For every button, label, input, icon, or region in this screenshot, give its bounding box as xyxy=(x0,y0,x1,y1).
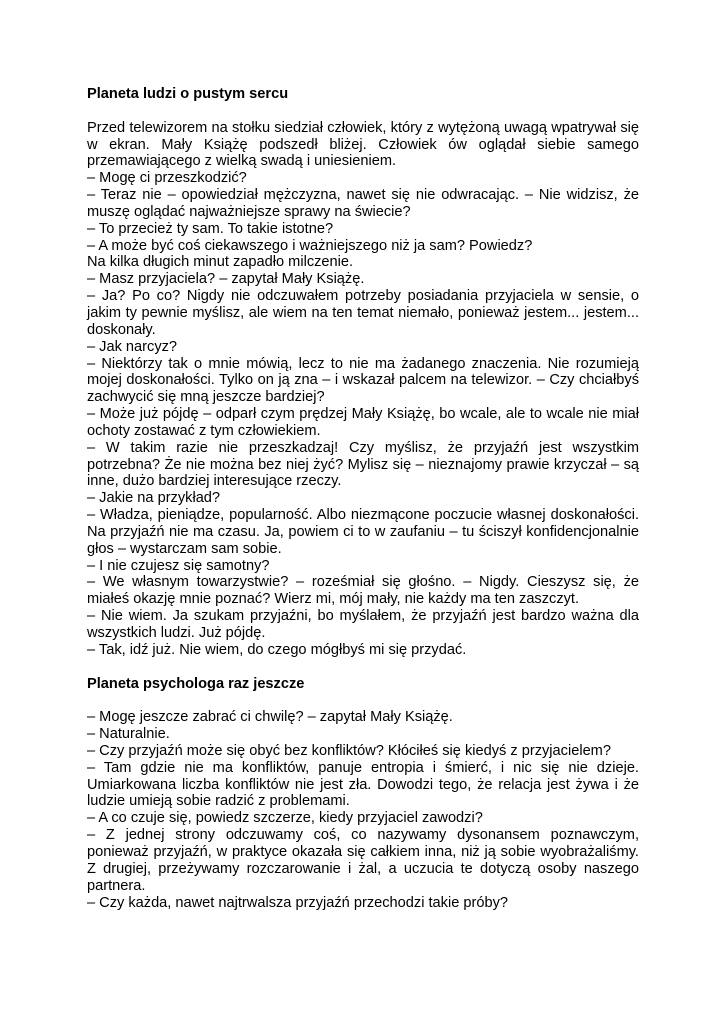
paragraph: – Z jednej strony odczuwamy coś, co nazywamy dysonansem poznawczym, ponieważ przyjaźń, w praktyce okazała się całkiem inna, niż ją sobie wyobrażaliśmy. Z drugiej, przeżywamy rozczarowanie i żal, a uczucia te dotyczą osoby naszego partnera. xyxy=(87,827,639,894)
paragraph: – Jak narcyz? xyxy=(87,338,178,355)
paragraph: – Naturalnie. xyxy=(87,726,170,743)
paragraph: – A co czuje się, powiedz szczerze, kiedy przyjaciel zawodzi? xyxy=(87,810,483,827)
paragraph: – To przecież ty sam. To takie istotne? xyxy=(87,220,334,237)
paragraph: – Masz przyjaciela? – zapytał Mały Książę. xyxy=(87,271,365,288)
paragraph: – A może być coś ciekawszego i ważniejszego niż ja sam? Powiedz? xyxy=(87,237,533,254)
paragraph: – Mogę jeszcze zabrać ci chwilę? – zapytał Mały Książę. xyxy=(87,709,453,726)
paragraph: – Tam gdzie nie ma konfliktów, panuje entropia i śmierć, i nic się nie dzieje. Umiarkowana liczba konfliktów nie jest zła. Dowodzi tego, że relacja jest żywa i że ludzie umieją sobie radzić z problemami. xyxy=(87,759,639,810)
paragraph: – Władza, pieniądze, popularność. Albo niezmącone poczucie własnej doskonałości. Na przyjaźń nie ma czasu. Ja, powiem ci to w zaufaniu – tu ściszył konfidencjonalnie głos – wystarczam sam sobie. xyxy=(87,507,639,557)
paragraph: – W takim razie nie przeszkadzaj! Czy myślisz, że przyjaźń jest wszystkim potrzebna? Że nie można bez niej żyć? Mylisz się – nieznajomy prawie krzyczał – są inne, dużo bardziej interesujące rzeczy. xyxy=(87,439,639,490)
section-body xyxy=(87,709,639,911)
paragraph: – Ja? Po co? Nigdy nie odczuwałem potrzeby posiadania przyjaciela w sensie, o jakim ty pewnie myślisz, ale wiem na ten temat niemało, ponieważ jestem... jestem... doskonały. xyxy=(87,288,639,338)
paragraph: – Mogę ci przeszkodzić? xyxy=(87,170,247,187)
section-title: Planeta psychologa raz jeszcze xyxy=(87,675,305,692)
paragraph: – We własnym towarzystwie? – roześmiał się głośno. – Nigdy. Cieszysz się, że miałeś okazję mnie poznać? Wierz mi, mój mały, nie każdy ma ten zaszczyt. xyxy=(87,574,639,608)
paragraph: – Jakie na przykład? xyxy=(87,490,221,507)
section-title: Planeta ludzi o pustym sercu xyxy=(87,86,289,102)
paragraph: – Niektórzy tak o mnie mówią, lecz to nie ma żadanego znaczenia. Nie rozumieją mojej doskonałości. Tylko on ją zna – i wskazał palcem na telewizor. – Czy chciałbyś zachwycić się mną jeszcze bardziej? xyxy=(87,355,639,406)
section-body xyxy=(87,120,639,659)
paragraph: – Czy przyjaźń może się obyć bez konfliktów? Kłóciłeś się kiedyś z przyjacielem? xyxy=(87,742,611,759)
paragraph: – Tak, idź już. Nie wiem, do czego mógłbyś mi się przydać. xyxy=(87,641,467,658)
paragraph: – Nie wiem. Ja szukam przyjaźni, bo myślałem, że przyjaźń jest bardzo ważna dla wszystkich ludzi. Już pójdę. xyxy=(87,608,639,641)
paragraph: – I nie czujesz się samotny? xyxy=(87,557,270,574)
document-page xyxy=(87,86,639,911)
paragraph: Na kilka długich minut zapadło milczenie. xyxy=(87,254,354,271)
paragraph: – Może już pójdę – odparł czym prędzej Mały Książę, bo wcale, ale to wcale nie miał ochoty zostawać z tym człowiekiem. xyxy=(87,406,639,439)
paragraph: – Teraz nie – opowiedział mężczyzna, nawet się nie odwracając. – Nie widzisz, że muszę oglądać najważniejsze sprawy na świecie? xyxy=(87,187,639,220)
paragraph: Przed telewizorem na stołku siedział człowiek, który z wytężoną uwagą wpatrywał się w ekran. Mały Książę podszedł bliżej. Człowiek ów oglądał siebie samego przemawiającego z wielką swadą i uniesieniem. xyxy=(87,119,639,170)
paragraph: – Czy każda, nawet najtrwalsza przyjaźń przechodzi takie próby? xyxy=(87,894,508,911)
